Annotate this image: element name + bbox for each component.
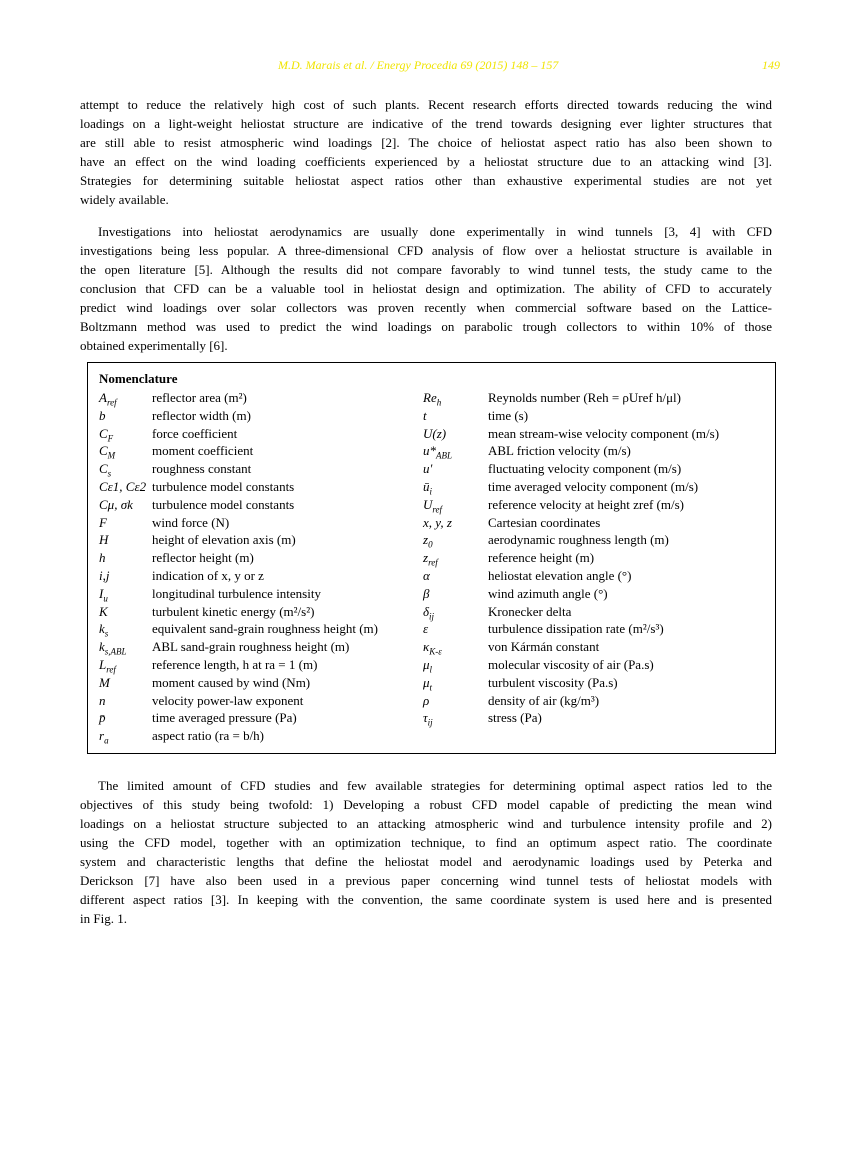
symbol [99, 620, 152, 638]
symbol-subscript: u [103, 593, 108, 604]
symbol [99, 389, 152, 407]
nomenclature-row [423, 656, 719, 674]
symbol-subscript: t [429, 682, 433, 693]
definition: indication of x, y or z [152, 567, 264, 583]
nomenclature-row [99, 514, 378, 532]
definition: heliostat elevation angle (°) [488, 567, 632, 583]
nomenclature-row [99, 692, 378, 710]
symbol-base: C [99, 425, 108, 441]
paragraph-intro [80, 95, 772, 209]
definition: turbulence model constants [152, 496, 295, 512]
definition: turbulent viscosity (Pa.s) [488, 674, 618, 690]
definition: velocity power-law exponent [152, 692, 304, 708]
symbol-base: U(z) [423, 425, 447, 441]
definition: longitudinal turbulence intensity [152, 585, 321, 601]
symbol-base: K [99, 603, 108, 619]
nomenclature-row [99, 425, 378, 443]
symbol [99, 460, 152, 478]
symbol-base: k [99, 621, 105, 637]
symbol-subscript: s,ABL [104, 646, 127, 657]
text-line: different aspect ratios [3]. In keeping with the convention, the same coordinate system is used here and is presented [80, 892, 772, 907]
nomenclature-row [423, 620, 719, 638]
definition: stress (Pa) [488, 710, 542, 726]
nomenclature-row [99, 478, 378, 496]
definition: wind force (N) [152, 514, 230, 530]
text-line: Strategies for determining suitable heliostat aspect ratios other than exhaustive experimental studies are not yet [80, 173, 772, 188]
nomenclature-row [99, 389, 378, 407]
definition: time (s) [488, 407, 529, 423]
symbol-subscript: s [107, 468, 112, 479]
symbol-base: F [99, 514, 107, 530]
definition: molecular viscosity of air (Pa.s) [488, 656, 654, 672]
symbol [99, 425, 152, 443]
text-line: system and characteristic lengths that define the heliostat model and aerodynamic loadings used by Peterka and [80, 854, 772, 869]
text-line: have an effect on the wind loading coefficients experienced by a heliostat structure due to an attacking wind [3]. [80, 154, 772, 169]
nomenclature-row [423, 585, 719, 603]
symbol-subscript: l [429, 664, 433, 675]
symbol-base: k [99, 639, 105, 655]
text-line: widely available. [80, 192, 169, 207]
text-line: Boltzmann method was used to predict the wind loadings on parabolic trough collectors to within 10% of those [80, 319, 772, 334]
symbol-base: n [99, 692, 106, 708]
definition: time averaged velocity component (m/s) [488, 478, 699, 494]
nomenclature-left-column [99, 389, 378, 745]
nomenclature-row [423, 442, 719, 460]
symbol [99, 531, 152, 549]
symbol-subscript: K-ε [429, 646, 442, 657]
definition: reference height (m) [488, 550, 595, 566]
definition: turbulence model constants [152, 478, 295, 494]
definition: mean stream-wise velocity component (m/s) [488, 425, 720, 441]
symbol [423, 442, 488, 460]
nomenclature-row [423, 460, 719, 478]
definition: turbulent kinetic energy (m²/s²) [152, 603, 315, 619]
symbol [423, 460, 488, 478]
definition: reflector area (m²) [152, 390, 247, 405]
symbol-base: L [99, 656, 107, 672]
symbol [423, 478, 488, 496]
symbol-subscript: ref [428, 557, 438, 568]
symbol-base: μ [423, 674, 430, 690]
symbol [423, 389, 488, 407]
symbol-base: p̄ [99, 710, 106, 726]
nomenclature-row [423, 709, 719, 727]
symbol-base: μ [423, 656, 430, 672]
symbol-subscript: F [107, 433, 114, 444]
definition: height of elevation axis (m) [152, 532, 296, 548]
definition: ABL sand-grain roughness height (m) [152, 639, 350, 655]
symbol-base: t [423, 407, 427, 423]
symbol-base: u' [423, 461, 433, 477]
symbol-base: z [423, 550, 429, 566]
definition: reflector width (m) [152, 407, 251, 423]
symbol-subscript: i [429, 486, 433, 497]
symbol [423, 692, 488, 710]
symbol [99, 514, 152, 532]
symbol-base: Cμ, σk [99, 496, 133, 512]
definition: equivalent sand-grain roughness height (m) [152, 621, 378, 637]
text-line: objectives of this study being twofold: 1) Developing a robust CFD model capable of predicting the mean wind [80, 797, 772, 812]
symbol [423, 531, 488, 549]
symbol [423, 514, 488, 532]
nomenclature-row [99, 620, 378, 638]
symbol-base: κ [423, 639, 430, 655]
symbol [99, 709, 152, 727]
text-line: Investigations into heliostat aerodynamics are usually done experimentally in wind tunnels [3, 4] with CFD [98, 224, 772, 239]
symbol-base: β [423, 585, 430, 601]
symbol-base: H [99, 532, 109, 548]
symbol [99, 638, 152, 656]
nomenclature-row [423, 531, 719, 549]
nomenclature-row [99, 496, 378, 514]
definition: moment caused by wind (Nm) [152, 674, 311, 690]
definition: roughness constant [152, 461, 252, 477]
definition: reference velocity at height zref (m/s) [488, 496, 684, 512]
nomenclature-row [99, 585, 378, 603]
symbol-base: A [99, 390, 107, 405]
symbol-base: τ [423, 710, 428, 726]
symbol-base: ū [423, 478, 430, 494]
symbol-base: x, y, z [423, 514, 452, 530]
nomenclature-row [99, 442, 378, 460]
symbol [99, 407, 152, 425]
nomenclature-row [99, 567, 378, 585]
symbol-base: C [99, 443, 108, 459]
text-line: using the CFD model, together with an optimization technique, to find an optimum aspect ratio. The coordinate [80, 835, 772, 850]
symbol [423, 674, 488, 692]
nomenclature-row [99, 656, 378, 674]
definition: force coefficient [152, 425, 238, 441]
nomenclature-row [423, 603, 719, 621]
symbol-base: u* [423, 443, 436, 459]
text-line: loadings on a light-weight heliostat structure are indicative of the trend towards designing ever lighter structures that [80, 116, 772, 131]
definition: aerodynamic roughness length (m) [488, 532, 669, 548]
symbol-subscript: s [104, 628, 109, 639]
text-line: the open literature [5]. Although the results did not compare favorably to wind tunnel tests, the study came to the [80, 262, 772, 277]
nomenclature-row [423, 425, 719, 443]
symbol-subscript: ref [432, 504, 443, 515]
text-line: attempt to reduce the relatively high cost of such plants. Recent research efforts directed towards reducing the wind [80, 97, 772, 112]
nomenclature-right-column [423, 389, 719, 727]
symbol-subscript: ref [106, 397, 117, 408]
definition: moment coefficient [152, 443, 254, 459]
definition: density of air (kg/m³) [488, 692, 600, 708]
nomenclature-box [87, 362, 776, 754]
nomenclature-row [423, 567, 719, 585]
nomenclature-row [99, 531, 378, 549]
symbol-base: Cε1, Cε2 [99, 478, 147, 494]
symbol-subscript: M [107, 450, 116, 461]
definition: Kronecker delta [488, 603, 572, 619]
symbol-base: b [99, 407, 106, 423]
symbol-base: I [99, 585, 104, 601]
symbol-subscript: ABL [436, 450, 453, 461]
definition: time averaged pressure (Pa) [152, 710, 297, 726]
symbol [423, 638, 488, 656]
symbol-base: z [423, 532, 429, 548]
symbol [423, 603, 488, 621]
definition: wind azimuth angle (°) [488, 585, 608, 601]
symbol-base: h [99, 550, 106, 566]
nomenclature-row [99, 407, 378, 425]
symbol-base: M [99, 674, 110, 690]
text-line: in Fig. 1. [80, 911, 127, 926]
symbol-base: i,j [99, 567, 110, 583]
definition: von Kármán constant [488, 639, 600, 655]
nomenclature-row [99, 674, 378, 692]
paragraph-objectives [80, 776, 772, 928]
nomenclature-row [423, 514, 719, 532]
definition: fluctuating velocity component (m/s) [488, 461, 682, 477]
symbol-subscript: a [104, 735, 109, 746]
symbol [99, 442, 152, 460]
symbol-subscript: 0 [428, 539, 433, 550]
nomenclature-row [423, 407, 719, 425]
definition: Reynolds number (Reh = ρUref h/μl) [488, 390, 682, 405]
symbol [423, 620, 488, 638]
nomenclature-row [99, 549, 378, 567]
symbol [99, 692, 152, 710]
definition: reference length, h at ra = 1 (m) [152, 656, 318, 672]
definition: ABL friction velocity (m/s) [488, 443, 631, 459]
nomenclature-row [423, 389, 719, 407]
symbol-base: α [423, 567, 430, 583]
symbol [423, 425, 488, 443]
nomenclature-row [423, 638, 719, 656]
symbol-base: δ [423, 603, 430, 619]
text-line: obtained experimentally [6]. [80, 338, 228, 353]
definition: Cartesian coordinates [488, 514, 601, 530]
nomenclature-row [99, 638, 378, 656]
paragraph-investigations [80, 222, 772, 355]
symbol [99, 585, 152, 603]
symbol [99, 567, 152, 585]
symbol-base: ε [423, 621, 429, 637]
definition: reflector height (m) [152, 550, 254, 566]
text-line: loadings on a heliostat structure subjected to an attacking atmospheric wind and turbulence intensity profile and 2) [80, 816, 772, 831]
symbol [423, 407, 488, 425]
symbol [99, 603, 152, 621]
symbol-base: Re [423, 390, 437, 405]
text-line: conclusion that CFD can be a valuable tool in heliostat design and optimization. The ability of CFD to accurately [80, 281, 772, 296]
text-line: The limited amount of CFD studies and few available strategies for determining optimal aspect ratios led to the [98, 778, 772, 793]
symbol [423, 567, 488, 585]
nomenclature-row [99, 727, 378, 745]
nomenclature-row [99, 460, 378, 478]
symbol [423, 496, 488, 514]
definition: turbulence dissipation rate (m²/s³) [488, 621, 664, 637]
nomenclature-row [423, 549, 719, 567]
symbol-subscript: h [436, 397, 442, 408]
symbol [99, 496, 152, 514]
symbol [423, 709, 488, 727]
symbol [423, 656, 488, 674]
symbol-base: ρ [423, 692, 430, 708]
definition: aspect ratio (ra = b/h) [152, 728, 265, 744]
symbol-subscript: ij [427, 717, 433, 728]
running-title: M.D. Marais et al. / Energy Procedia 69 (2015) 148 – 157 [278, 58, 559, 72]
page-number: 149 [762, 58, 780, 72]
symbol-base: C [99, 461, 108, 477]
symbol-base: U [423, 496, 433, 512]
nomenclature-row [423, 692, 719, 710]
text-line: are still able to resist atmospheric wind loadings [2]. The choice of heliostat aspect ratio has also been shown to [80, 135, 772, 150]
symbol [99, 549, 152, 567]
symbol [423, 549, 488, 567]
nomenclature-title: Nomenclature [99, 371, 178, 386]
text-line: Derickson [7] have also been used in a previous paper concerning wind tunnel tests of heliostat models with [80, 873, 772, 888]
symbol [99, 656, 152, 674]
nomenclature-row [423, 674, 719, 692]
symbol [99, 674, 152, 692]
text-line: predict wind loadings over solar collectors was proven recently when commercial software based on the Lattice- [80, 300, 772, 315]
symbol [99, 478, 152, 496]
symbol-subscript: ij [429, 611, 435, 622]
nomenclature-row [99, 709, 378, 727]
symbol [99, 727, 152, 745]
symbol [423, 585, 488, 603]
symbol-base: r [99, 728, 105, 744]
nomenclature-row [423, 496, 719, 514]
nomenclature-row [423, 478, 719, 496]
symbol-subscript: ref [106, 664, 116, 675]
text-line: investigations being less popular. A three-dimensional CFD analysis of flow over a heliostat structure is available in [80, 243, 772, 258]
nomenclature-row [99, 603, 378, 621]
